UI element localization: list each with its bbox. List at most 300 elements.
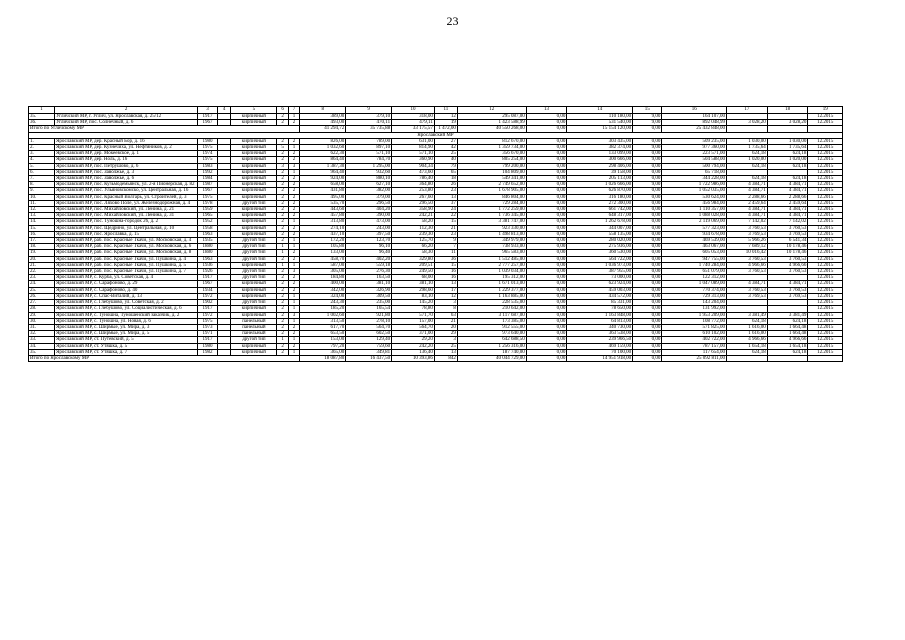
table-cell: кирпичный bbox=[231, 219, 277, 225]
table-cell: 12.2015 bbox=[808, 169, 843, 175]
table-cell: 96,10 bbox=[346, 244, 392, 250]
table-cell: 648 317,00 bbox=[567, 213, 633, 219]
table-cell: другой тип bbox=[231, 269, 277, 275]
table-cell: 571,10 bbox=[392, 151, 435, 157]
table-cell: 1 295,00 bbox=[346, 163, 392, 169]
address-cell: Ярославский МР, пос. Кузьмодемьянск, ул. 2-я Пионерская, д. 82 bbox=[55, 182, 198, 188]
table-cell: 205 113,00 bbox=[567, 176, 633, 182]
table-cell: 16. bbox=[29, 231, 55, 237]
table-cell: 12.2015 bbox=[808, 138, 843, 144]
address-cell: Ярославский МР, дер. Кузнечиха, ул. Нефтяников, д. 2 bbox=[55, 145, 198, 151]
table-cell: 25. bbox=[29, 287, 55, 293]
table-cell: 463 067,00 bbox=[662, 244, 727, 250]
table-cell: 23 bbox=[434, 188, 457, 194]
table-cell: 3 bbox=[288, 312, 299, 318]
table-cell: 1975 bbox=[198, 157, 218, 163]
table-cell: кирпичный bbox=[231, 182, 277, 188]
total-cell: 18 087,80 bbox=[300, 355, 346, 361]
table-cell: 163,50 bbox=[346, 275, 392, 281]
table-cell: 117 654,00 bbox=[662, 349, 727, 355]
table-cell: 12.2015 bbox=[808, 256, 843, 262]
table-cell: 2 459,64 bbox=[727, 200, 768, 206]
table-cell: 0,00 bbox=[633, 262, 662, 268]
table-cell: 5. bbox=[29, 163, 55, 169]
table-cell: панельный bbox=[231, 318, 277, 324]
table-cell: 0,00 bbox=[633, 225, 662, 231]
table-cell: 12.2015 bbox=[808, 331, 843, 337]
table-cell: 1967 bbox=[198, 281, 218, 287]
table-cell: кирпичный bbox=[231, 145, 277, 151]
table-cell: 457,80 bbox=[300, 213, 346, 219]
table-cell: 4 384,71 bbox=[767, 281, 808, 287]
table-cell: 924,00 bbox=[300, 176, 346, 182]
table-cell: 280 020,00 bbox=[567, 238, 633, 244]
table-cell: 4. bbox=[29, 157, 55, 163]
table-cell: 96,40 bbox=[346, 250, 392, 256]
table-cell: 1958 bbox=[198, 225, 218, 231]
table-cell: 2 bbox=[277, 207, 288, 213]
table-cell: 23. bbox=[29, 275, 55, 281]
table-cell: 2 bbox=[288, 324, 299, 330]
total-cell: 0,00 bbox=[526, 126, 567, 132]
column-number: 13 bbox=[526, 107, 567, 114]
table-cell: 25 bbox=[434, 151, 457, 157]
table-cell: 1. bbox=[29, 138, 55, 144]
table-cell: 0,00 bbox=[633, 349, 662, 355]
address-cell: Ярославский МР, пос. Красный Волгарь, ул. Строителей, д. 3 bbox=[55, 194, 198, 200]
table-cell: 947 755,00 bbox=[662, 256, 727, 262]
table-cell: 4 966,66 bbox=[767, 337, 808, 343]
table-cell: 651 079,00 bbox=[662, 269, 727, 275]
table-cell: 459 003,00 bbox=[567, 287, 633, 293]
table-cell: 2 bbox=[277, 293, 288, 299]
table-cell: 469 159,00 bbox=[567, 343, 633, 349]
table-cell: 358,90 bbox=[392, 207, 435, 213]
total-cell: 25 432 848,00 bbox=[662, 126, 727, 132]
table-cell: 235,00 bbox=[346, 300, 392, 306]
table-cell: 389,00 bbox=[300, 114, 346, 120]
table-cell: 2 bbox=[277, 188, 288, 194]
table-cell: 0,00 bbox=[633, 324, 662, 330]
table-cell: 6. bbox=[29, 169, 55, 175]
table-cell: 239,30 bbox=[392, 231, 435, 237]
table-cell: 404,20 bbox=[346, 207, 392, 213]
table-cell: 3 760,53 bbox=[767, 225, 808, 231]
table-cell: 210 642,00 bbox=[457, 306, 526, 312]
table-cell: 0,00 bbox=[633, 188, 662, 194]
address-cell: Ярославский МР, ст. Утяшка, д. 5 bbox=[55, 343, 198, 349]
column-number: 18 bbox=[767, 107, 808, 114]
table-cell: 1975 bbox=[198, 194, 218, 200]
table-cell: 12.2015 bbox=[808, 225, 843, 231]
address-cell: Ярославский МР, пос. Ярославка, д. 15 bbox=[55, 231, 198, 237]
table-cell: 623 924,00 bbox=[567, 281, 633, 287]
table-cell: 12 bbox=[434, 114, 457, 120]
table-cell: 812 670,00 bbox=[457, 138, 526, 144]
table-cell: 0,00 bbox=[526, 163, 567, 169]
table-cell: 4 384,71 bbox=[767, 188, 808, 194]
address-cell: Ярославский МР, с. Сарафоново, д. 29 bbox=[55, 281, 198, 287]
total-cell: 0,00 bbox=[633, 126, 662, 132]
table-cell: 379,00 bbox=[346, 194, 392, 200]
total-cell: 35 735,88 bbox=[346, 126, 392, 132]
table-cell: 316 180,00 bbox=[567, 194, 633, 200]
table-cell: 25 bbox=[434, 343, 457, 349]
table-cell: 602,50 bbox=[346, 331, 392, 337]
table-cell: 0,00 bbox=[633, 244, 662, 250]
table-cell: 12.2015 bbox=[808, 213, 843, 219]
table-cell: 904,34 bbox=[392, 163, 435, 169]
table-cell: 3 bbox=[277, 163, 288, 169]
table-cell: 1 039 034,00 bbox=[457, 269, 526, 275]
table-cell: 1 020,00 bbox=[767, 157, 808, 163]
table-cell: 0,00 bbox=[526, 169, 567, 175]
table-cell: кирпичный bbox=[231, 120, 277, 126]
table-cell: 145,20 bbox=[392, 300, 435, 306]
table-cell: 29 bbox=[434, 331, 457, 337]
table-cell: 12.2015 bbox=[808, 262, 843, 268]
table-cell: 133 099,00 bbox=[567, 151, 633, 157]
table-cell: 814,90 bbox=[392, 145, 435, 151]
table-cell: панельный bbox=[231, 331, 277, 337]
table-cell: 12.2015 bbox=[808, 188, 843, 194]
address-cell: Ярославский МР, пос. Заволжье, д. 6 bbox=[55, 176, 198, 182]
column-number: 11 bbox=[434, 107, 457, 114]
table-cell: 349 979,00 bbox=[457, 238, 526, 244]
table-cell: 382 374,00 bbox=[567, 145, 633, 151]
table-cell: 0,00 bbox=[633, 269, 662, 275]
column-number-row bbox=[29, 107, 843, 114]
table-cell: кирпичный bbox=[231, 281, 277, 287]
table-cell: 272 300,00 bbox=[567, 200, 633, 206]
table-cell: 1 654,18 bbox=[727, 343, 768, 349]
table-cell: 397,50 bbox=[346, 231, 392, 237]
total-cell: 14 951 918,00 bbox=[567, 355, 633, 361]
table-cell: 1987 bbox=[198, 182, 218, 188]
table-cell: 12.2015 bbox=[808, 287, 843, 293]
table-cell: 228 535,00 bbox=[457, 300, 526, 306]
table-cell: 658,00 bbox=[300, 182, 346, 188]
table-cell: 344 228,00 bbox=[662, 176, 727, 182]
table-cell: 2 bbox=[288, 281, 299, 287]
table-cell: 64 813,00 bbox=[567, 318, 633, 324]
table-cell: 631,00 bbox=[392, 138, 435, 144]
table-cell: 6 541,34 bbox=[767, 238, 808, 244]
table-cell: 8. bbox=[29, 182, 55, 188]
table-cell: 0,00 bbox=[633, 275, 662, 281]
table-cell: 12.2015 bbox=[808, 250, 843, 256]
table-cell: 125,70 bbox=[392, 238, 435, 244]
address-cell: Ярославский МР, пос. Заволжье, д. 3 bbox=[55, 169, 198, 175]
table-cell: 0,00 bbox=[526, 306, 567, 312]
table-cell: 1936 bbox=[198, 262, 218, 268]
table-cell: 1992 bbox=[198, 169, 218, 175]
table-cell: 12.2015 bbox=[808, 182, 843, 188]
table-cell: 12.2015 bbox=[808, 157, 843, 163]
table-cell: 0,00 bbox=[526, 182, 567, 188]
table-cell: 2 bbox=[277, 349, 288, 355]
table-cell: 0,00 bbox=[526, 293, 567, 299]
table-cell: 10. bbox=[29, 194, 55, 200]
table-cell: 0,00 bbox=[633, 343, 662, 349]
table-cell: 22 bbox=[434, 213, 457, 219]
total-row bbox=[29, 355, 843, 361]
table-cell: 0,00 bbox=[633, 331, 662, 337]
table-cell: 27 bbox=[434, 138, 457, 144]
table-cell: 39 158,00 bbox=[567, 169, 633, 175]
table-cell: 1 047 089,00 bbox=[662, 281, 727, 287]
table-cell: 1 bbox=[288, 337, 299, 343]
table-cell: 2 bbox=[288, 331, 299, 337]
table-cell: 456 984,00 bbox=[662, 200, 727, 206]
table-cell: 549 341,00 bbox=[457, 176, 526, 182]
table-cell: 63 bbox=[434, 312, 457, 318]
table-cell: 0,00 bbox=[526, 213, 567, 219]
table-cell: 7 689,12 bbox=[727, 244, 768, 250]
table-cell: 58,30 bbox=[392, 250, 435, 256]
table-cell: 1 002,60 bbox=[300, 312, 346, 318]
column-number: 19 bbox=[808, 107, 843, 114]
table-cell: 1917 bbox=[198, 306, 218, 312]
table-cell: 1 bbox=[288, 244, 299, 250]
table-cell: 10 178,46 bbox=[767, 250, 808, 256]
address-cell: Ярославский МР, с. Ширмые, ул. Мира, д. 3 bbox=[55, 324, 198, 330]
table-cell: 3 117 687,00 bbox=[457, 312, 526, 318]
section-title: Ярославский МР bbox=[29, 132, 843, 138]
table-cell: 2 bbox=[277, 324, 288, 330]
table-cell: 40 bbox=[434, 157, 457, 163]
table-cell: 624,18 bbox=[727, 151, 768, 157]
table-cell: 2 bbox=[277, 238, 288, 244]
table-cell: 934 678,00 bbox=[662, 231, 727, 237]
table-cell: 892 048,99 bbox=[662, 120, 727, 126]
total-cell: 15 154 120,00 bbox=[567, 126, 633, 132]
table-cell: 1963 bbox=[198, 256, 218, 262]
table-cell: 912 555,00 bbox=[457, 324, 526, 330]
table-cell: 12.2015 bbox=[808, 238, 843, 244]
table-cell: 12.2015 bbox=[808, 337, 843, 343]
table-cell: 4 384,71 bbox=[767, 207, 808, 213]
table-cell: 12.2015 bbox=[808, 200, 843, 206]
table-cell: 3 028,20 bbox=[767, 120, 808, 126]
table-cell: 864,40 bbox=[300, 157, 346, 163]
table-cell: 10 016,42 bbox=[727, 250, 768, 256]
table-cell: 1975 bbox=[198, 145, 218, 151]
table-cell: 1 387,30 bbox=[300, 163, 346, 169]
table-cell: 112,30 bbox=[392, 225, 435, 231]
table-cell: 531 540,00 bbox=[567, 120, 633, 126]
table-cell: 22. bbox=[29, 269, 55, 275]
table-cell: 2 459,64 bbox=[767, 200, 808, 206]
table-cell: 1974 bbox=[198, 151, 218, 157]
table-cell: 624,18 bbox=[767, 151, 808, 157]
column-number: 9 bbox=[346, 107, 392, 114]
table-cell: 4 966,66 bbox=[727, 337, 768, 343]
table-cell: 1 772 259,00 bbox=[457, 207, 526, 213]
address-cell: Ярославский МР, с. Ширмые, ул. Мира, д. 5 bbox=[55, 331, 198, 337]
table-cell: 9. bbox=[29, 188, 55, 194]
table-cell: 1 032,60 bbox=[300, 145, 346, 151]
table-cell: 587,00 bbox=[300, 262, 346, 268]
table-cell: 770 374,00 bbox=[662, 287, 727, 293]
table-cell: 68,00 bbox=[392, 275, 435, 281]
total-cell: 16 437,50 bbox=[346, 355, 392, 361]
total-label: Итого по Угличскому МР bbox=[29, 126, 300, 132]
address-cell: Угличский МР, г. Углич, ул. Ярославская, д. 25/12 bbox=[55, 114, 198, 120]
table-cell: 1 020,00 bbox=[727, 157, 768, 163]
table-cell: 2 bbox=[277, 281, 288, 287]
table-cell: 274,10 bbox=[300, 225, 346, 231]
table-cell: 1980 bbox=[198, 343, 218, 349]
column-number: 7 bbox=[288, 107, 299, 114]
table-cell: 1 678 905,00 bbox=[457, 188, 526, 194]
table-cell: 400,00 bbox=[300, 281, 346, 287]
table-cell: 2 bbox=[277, 213, 288, 219]
table-cell: 30. bbox=[29, 318, 55, 324]
table-cell: 1 616,00 bbox=[727, 324, 768, 330]
table-cell: 3 760,53 bbox=[767, 269, 808, 275]
table-cell: 4 384,71 bbox=[727, 281, 768, 287]
table-cell: 1967 bbox=[198, 120, 218, 126]
table-cell: 1978 bbox=[198, 200, 218, 206]
table-cell: 0,00 bbox=[633, 287, 662, 293]
table-cell: 0,00 bbox=[633, 300, 662, 306]
table-cell: 16 bbox=[434, 275, 457, 281]
table-cell: 7 142,02 bbox=[727, 219, 768, 225]
table-cell: 642 688,50 bbox=[457, 337, 526, 343]
table-cell: 371,00 bbox=[392, 331, 435, 337]
table-cell: 249,50 bbox=[392, 269, 435, 275]
table-cell: 37 bbox=[434, 200, 457, 206]
table-cell: 1 026 666,00 bbox=[567, 182, 633, 188]
table-cell: 1 bbox=[277, 250, 288, 256]
total-cell: 10 393,86 bbox=[392, 355, 435, 361]
table-cell: 493,00 bbox=[300, 120, 346, 126]
table-cell: 36. bbox=[29, 120, 55, 126]
table-cell: 9,00 bbox=[633, 120, 662, 126]
table-cell: 1 110 357,00 bbox=[662, 207, 727, 213]
table-cell: 738 933,00 bbox=[457, 244, 526, 250]
table-cell: 473,00 bbox=[346, 219, 392, 225]
table-cell: 7. bbox=[29, 176, 55, 182]
table-cell: 2 288,66 bbox=[767, 194, 808, 200]
table-cell: другой тип bbox=[231, 244, 277, 250]
table-cell: 12.2015 bbox=[808, 281, 843, 287]
table-cell: другой тип bbox=[231, 275, 277, 281]
table-cell: 1 bbox=[288, 114, 299, 120]
total-cell: 1 472,00 bbox=[434, 126, 457, 132]
table-cell: 0,00 bbox=[633, 213, 662, 219]
table-cell: 381,10 bbox=[346, 281, 392, 287]
table-cell: 0,00 bbox=[633, 200, 662, 206]
table-cell: 73 000,00 bbox=[567, 275, 633, 281]
table-cell: 2 bbox=[277, 219, 288, 225]
table-cell: 558 135,00 bbox=[567, 231, 633, 237]
table-cell: 5 966,26 bbox=[727, 238, 768, 244]
table-cell: 0,00 bbox=[633, 151, 662, 157]
table-cell: 1 bbox=[277, 262, 288, 268]
table-cell: 12.2015 bbox=[808, 300, 843, 306]
page-number: 23 bbox=[446, 14, 459, 28]
table-cell: 2 777 257,00 bbox=[457, 262, 526, 268]
table-cell: 1 bbox=[288, 169, 299, 175]
table-cell: 624,18 bbox=[767, 318, 808, 324]
table-cell: 3 028,20 bbox=[727, 120, 768, 126]
table-cell: другой тип bbox=[231, 250, 277, 256]
table-cell: кирпичный bbox=[231, 114, 277, 120]
table-cell: 390,00 bbox=[346, 213, 392, 219]
table-cell: 296,50 bbox=[392, 200, 435, 206]
table-cell: 617,70 bbox=[300, 324, 346, 330]
table-cell: 1952 bbox=[198, 219, 218, 225]
table-cell: 105,80 bbox=[300, 244, 346, 250]
table-cell: 932,60 bbox=[346, 169, 392, 175]
address-cell: Ярославский МР, с. Глебушово, ул. Социалистическая, д. 6 bbox=[55, 306, 198, 312]
table-cell: 469 539,00 bbox=[662, 238, 727, 244]
table-cell: кирпичный bbox=[231, 188, 277, 194]
table-cell: 2 bbox=[288, 182, 299, 188]
table-cell: кирпичный bbox=[231, 213, 277, 219]
table-cell: 0,00 bbox=[633, 256, 662, 262]
table-cell: 1 664,48 bbox=[767, 324, 808, 330]
total-cell: 25 092 811,00 bbox=[662, 355, 727, 361]
table-cell: 535,70 bbox=[300, 200, 346, 206]
table-cell: 2. bbox=[29, 145, 55, 151]
table-cell: 1917 bbox=[198, 275, 218, 281]
total-cell: 0,00 bbox=[633, 355, 662, 361]
table-cell: 185,20 bbox=[300, 306, 346, 312]
table-cell: 2 749 652,00 bbox=[457, 182, 526, 188]
table-cell: 2 bbox=[288, 176, 299, 182]
table-cell: 14. bbox=[29, 219, 55, 225]
table-cell: 2 bbox=[288, 213, 299, 219]
table-cell: кирпичный bbox=[231, 163, 277, 169]
table-cell: 2 bbox=[288, 256, 299, 262]
table-cell: 1980 bbox=[198, 138, 218, 144]
table-cell: 360 530,00 bbox=[567, 250, 633, 256]
address-cell: Ярославский МР, пос. Ляхово Поле, ул. Железнодорожная, д. 4 bbox=[55, 200, 198, 206]
table-cell: 2 bbox=[288, 231, 299, 237]
table-cell: 2 bbox=[277, 331, 288, 337]
table-cell: 133,00 bbox=[300, 250, 346, 256]
table-cell: 4 384,71 bbox=[767, 213, 808, 219]
table-cell: 2 bbox=[277, 269, 288, 275]
table-cell: 3 769,53 bbox=[767, 293, 808, 299]
column-number: 5 bbox=[231, 107, 277, 114]
table-cell: 4 966,66 bbox=[767, 262, 808, 268]
table-cell: 1 bbox=[288, 262, 299, 268]
table-cell: 1975 bbox=[198, 318, 218, 324]
table-cell: 15 bbox=[434, 262, 457, 268]
table-cell: 2 bbox=[277, 300, 288, 306]
table-cell: 2 bbox=[277, 120, 288, 126]
table-cell: 1 722 986,00 bbox=[662, 182, 727, 188]
table-cell: 2 bbox=[277, 231, 288, 237]
address-cell: Ярославский МР, с. Сарафоново, д. 40 bbox=[55, 287, 198, 293]
table-cell: 897,10 bbox=[346, 145, 392, 151]
table-cell: 21. bbox=[29, 262, 55, 268]
table-cell: 4 384,71 bbox=[727, 213, 768, 219]
total-cell: 33 175,57 bbox=[392, 126, 435, 132]
table-cell: 3. bbox=[29, 151, 55, 157]
table-cell: 627,10 bbox=[346, 182, 392, 188]
address-cell: Ярославский МР, дер. Ноль, д. 16 bbox=[55, 157, 198, 163]
table-cell: 3 bbox=[288, 269, 299, 275]
table-cell: 1 bbox=[288, 300, 299, 306]
table-cell: 0,00 bbox=[526, 225, 567, 231]
table-cell: 2 bbox=[277, 194, 288, 200]
table-cell: 9,00 bbox=[633, 114, 662, 120]
